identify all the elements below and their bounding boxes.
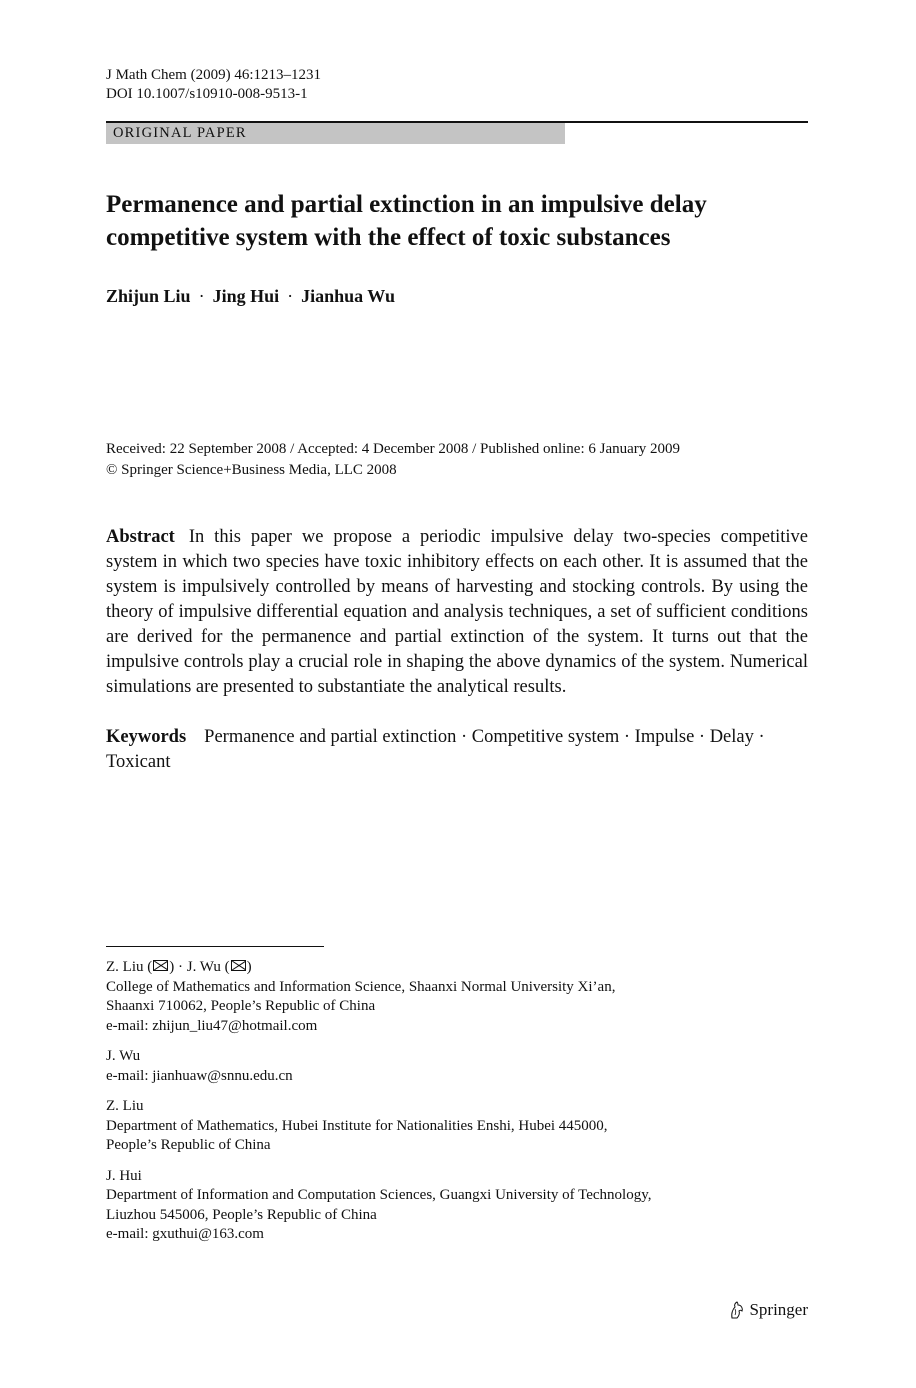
- corr-close: ): [246, 959, 252, 975]
- email-line[interactable]: e-mail: jianhuaw@snnu.edu.cn: [106, 1067, 293, 1084]
- section-band: [106, 121, 808, 145]
- mail-icon: [231, 960, 246, 971]
- journal-citation: J Math Chem (2009) 46:1213–1231: [106, 67, 321, 83]
- received-line: Received: 22 September 2008 / Accepted: 4 December 2008 / Published online: 6 January 2009: [106, 441, 681, 457]
- affiliation-line: Shaanxi 710062, People’s Republic of China: [106, 998, 376, 1014]
- title-line-1: Permanence and partial extinction in an impulsive delay: [106, 191, 707, 218]
- journal-info: [106, 66, 808, 104]
- doi: DOI 10.1007/s10910-008-9513-1: [106, 86, 308, 102]
- keywords-label: Keywords: [106, 727, 187, 747]
- affiliation-line: Liuzhou 545006, People’s Republic of China: [106, 1206, 377, 1223]
- author-name: Jing Hui: [212, 286, 280, 306]
- section-label: ORIGINAL PAPER: [106, 123, 565, 144]
- footnote-rule: [106, 946, 324, 947]
- publisher-logo: [729, 1300, 808, 1320]
- mail-icon: [153, 960, 168, 971]
- affiliation-line: Department of Mathematics, Hubei Institute for Nationalities Enshi, Hubei 445000,: [106, 1117, 608, 1134]
- author-name: Zhijun Liu: [106, 286, 191, 306]
- publisher-name: Springer: [749, 1300, 808, 1319]
- author-short: J. Hui: [106, 1167, 142, 1184]
- keywords-text: Permanence and partial extinction · Competitive system · Impulse · Delay · Toxicant: [106, 727, 765, 772]
- page-content: [106, 66, 808, 775]
- affiliation-block-3: [106, 1097, 808, 1156]
- author-affiliations: [106, 958, 808, 1256]
- affiliation-line: Department of Information and Computation Sciences, Guangxi University of Technology,: [106, 1187, 652, 1203]
- affiliation-block-1: [106, 978, 808, 1037]
- abstract: [106, 525, 808, 700]
- author-list: [106, 286, 808, 307]
- keywords: [106, 725, 808, 775]
- email-line[interactable]: e-mail: gxuthui@163.com: [106, 1226, 264, 1242]
- corr-author-2: ) · J. Wu (: [169, 959, 230, 975]
- horse-icon: [729, 1301, 745, 1320]
- paper-title: [106, 188, 808, 254]
- email-line[interactable]: e-mail: zhijun_liu47@hotmail.com: [106, 1017, 318, 1034]
- publication-dates: [106, 439, 808, 481]
- author-short: Z. Liu: [106, 1098, 144, 1114]
- corresponding-authors: [106, 958, 808, 978]
- author-name: Jianhua Wu: [301, 286, 395, 306]
- author-short: J. Wu: [106, 1048, 141, 1064]
- affiliation-line: College of Mathematics and Information Science, Shaanxi Normal University Xi’an,: [106, 978, 616, 995]
- abstract-text: In this paper we propose a periodic impulsive delay two-species competitive system in which two species have toxic inhibitory effects on each other. It is assumed that the system is impulsively controlled by means of harvesting and stocking controls. By using the theory of impulsive differential equation and analysis techniques, a set of sufficient conditions are derived for the permanence and partial extinction of the system. It turns out that the impulsive controls play a crucial role in shaping the above dynamics of the system. Numerical simulations are presented to substantiate the analytical results.: [106, 527, 808, 697]
- abstract-label: Abstract: [106, 527, 175, 547]
- affiliation-block-2: [106, 1047, 808, 1086]
- affiliation-line: People’s Republic of China: [106, 1137, 271, 1153]
- affiliation-block-4: [106, 1167, 808, 1245]
- author-separator: ·: [198, 286, 205, 306]
- copyright-line: © Springer Science+Business Media, LLC 2008: [106, 462, 397, 478]
- corr-author-1: Z. Liu (: [106, 959, 153, 975]
- author-separator: ·: [287, 286, 294, 306]
- title-line-2: competitive system with the effect of toxic substances: [106, 224, 671, 251]
